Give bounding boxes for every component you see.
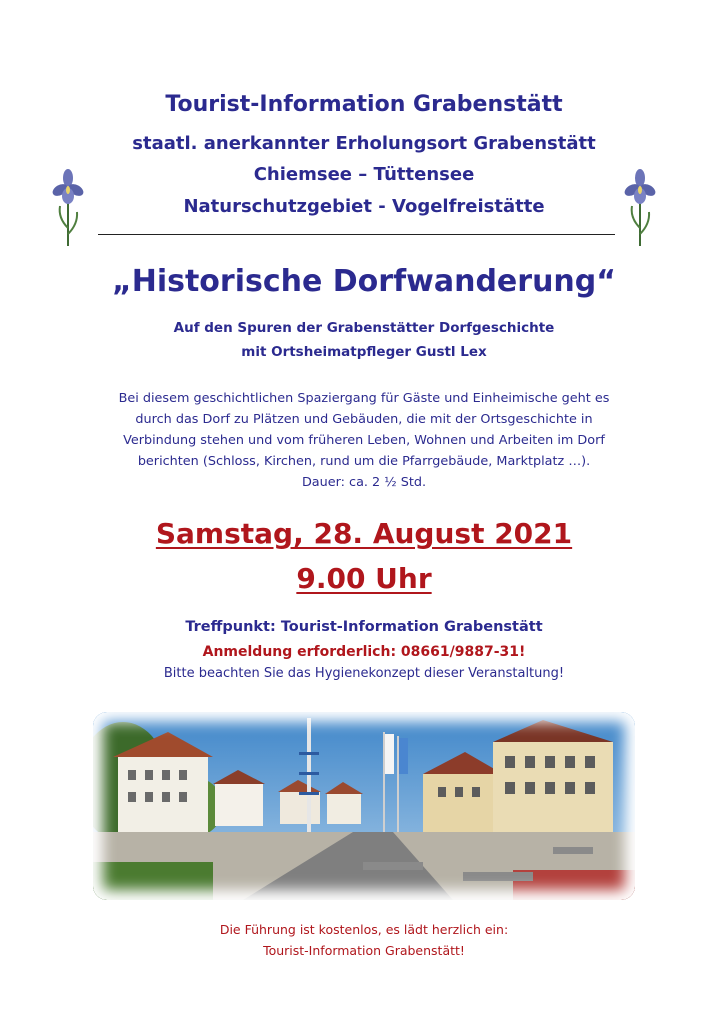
footer-line: Die Führung ist kostenlos, es lädt herzlich ein:: [219, 922, 509, 937]
meeting-point: Treffpunkt: Tourist-Information Grabenstätt: [185, 619, 543, 635]
event-intro-line: Auf den Spuren der Grabenstätter Dorfgeschichte: [173, 320, 555, 336]
description-line: berichten (Schloss, Kirchen, rund um die Pfarrgebäude, Marktplatz …).: [137, 454, 591, 469]
event-time: 9.00 Uhr: [296, 562, 432, 595]
description-line: durch das Dorf zu Plätzen und Gebäuden, die mit der Ortsgeschichte in: [135, 412, 593, 427]
event-description: [0, 388, 728, 493]
village-square-photo: [93, 712, 635, 900]
description-line: Verbindung stehen und vom früheren Leben, Wohnen und Arbeiten im Dorf: [123, 433, 605, 448]
event-intro-line: mit Ortsheimatpfleger Gustl Lex: [241, 344, 487, 360]
event-title: „Historische Dorfwanderung“: [112, 264, 616, 299]
description-line: Bei diesem geschichtlichen Spaziergang für Gäste und Einheimische geht es: [118, 391, 610, 406]
event-date: Samstag, 28. August 2021: [155, 517, 573, 550]
hygiene-notice: Bitte beachten Sie das Hygienekonzept dieser Veranstaltung!: [163, 666, 565, 681]
header-divider: [98, 234, 615, 235]
duration-line: Dauer: ca. 2 ½ Std.: [301, 475, 427, 490]
footer-line: Tourist-Information Grabenstätt!: [263, 943, 465, 958]
iris-flower-icon: [622, 168, 658, 246]
page-title: Tourist-Information Grabenstätt: [165, 92, 563, 117]
subtitle-nature-reserve: Naturschutzgebiet - Vogelfreistätte: [183, 196, 545, 217]
registration-notice: Anmeldung erforderlich: 08661/9887-31!: [202, 644, 526, 660]
iris-flower-icon: [50, 168, 86, 246]
subtitle-lakes: Chiemsee – Tüttensee: [253, 164, 475, 185]
subtitle-recreation-resort: staatl. anerkannter Erholungsort Grabenstätt: [132, 133, 596, 154]
